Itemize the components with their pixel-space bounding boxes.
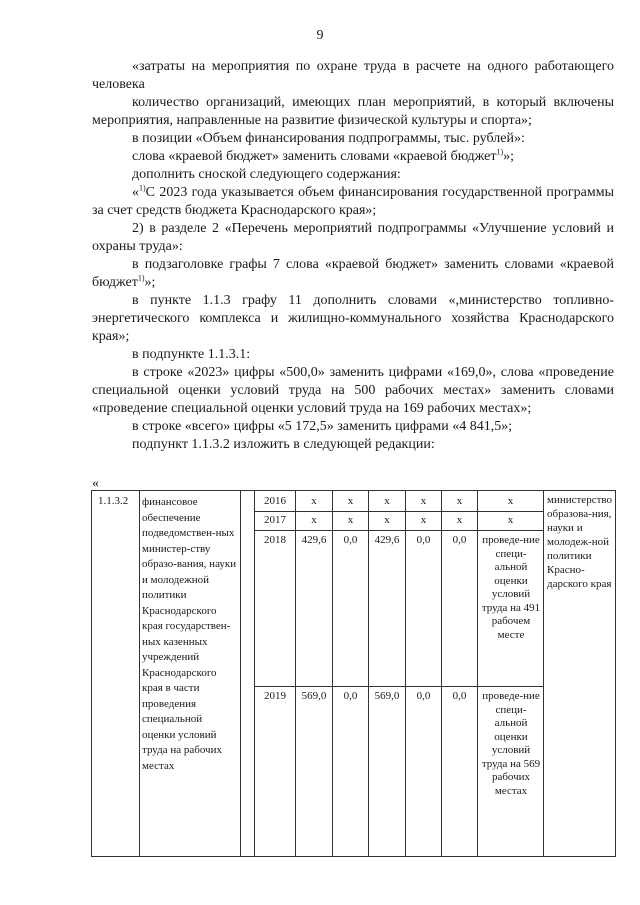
paragraph-text: в подзаголовке графы 7 слова «краевой бюджет» заменить словами «краевой бюджет [92, 257, 614, 290]
paragraph: в подпункте 1.1.3.1: [132, 347, 251, 362]
table-divider [139, 491, 140, 856]
item-executor: министерство образова-ния, науки и молодеж-ной политики Красно-дарского края [547, 494, 613, 590]
result-cell: x [507, 514, 514, 526]
footnote-text [92, 184, 614, 220]
paragraph: «затраты на мероприятия по охране труда в расчете на одного работающего человека [92, 59, 614, 92]
paragraph: в пункте 1.1.3 графу 11 дополнить словами «,министерство топливно-энергетического комплекса и жилищно-коммунального хозяйства Краснодарского края»; [92, 293, 614, 344]
value-cell: 0,0 [416, 534, 431, 546]
value-cell: x [311, 514, 317, 526]
value-cell: x [384, 495, 390, 507]
paragraph: дополнить сноской следующего содержания: [132, 167, 401, 182]
table-divider [254, 530, 543, 531]
value-cell: x [420, 514, 427, 526]
result-cell: проведе-ние специ-альной оценки условий труда на 491 рабочем месте [481, 534, 541, 641]
measures-table [91, 490, 616, 857]
value-cell: x [347, 514, 354, 526]
result-cell: x [507, 495, 514, 507]
value-cell: 0,0 [452, 534, 467, 546]
footnote-mark: 1) [137, 273, 145, 283]
table-divider [240, 491, 241, 856]
paragraph: в позиции «Объем финансирования подпрограммы, тыс. рублей»: [132, 131, 525, 146]
value-cell: x [311, 495, 317, 507]
table-divider [477, 491, 478, 856]
document-body [92, 58, 614, 454]
value-cell: 0,0 [343, 534, 358, 546]
year-cell: 2019 [264, 690, 286, 702]
footnote-mark: 1) [496, 147, 504, 157]
paragraph: в строке «2023» цифры «500,0» заменить цифрами «169,0», слова «проведение специальной оценки условий труда на 500 рабочих местах» заменить словами «проведение специальной оценки условий труда на 169 рабочих местах»; [92, 365, 614, 416]
footnote-mark: 1) [139, 183, 146, 193]
value-cell: x [384, 514, 390, 526]
year-cell: 2018 [264, 534, 286, 546]
item-number: 1.1.3.2 [98, 495, 129, 507]
year-cell: 2016 [264, 495, 286, 507]
footnote-open: « [132, 185, 139, 200]
table-divider [254, 511, 543, 512]
year-cell: 2017 [264, 514, 286, 526]
value-cell: x [420, 495, 427, 507]
value-cell: x [456, 495, 463, 507]
value-cell: x [347, 495, 354, 507]
paragraph [92, 256, 614, 292]
paragraph-tail: »; [144, 275, 156, 290]
value-cell: x [456, 514, 463, 526]
table-divider [254, 686, 543, 687]
value-cell: 0,0 [343, 690, 358, 702]
item-description: финансовое обеспечение подведомствен-ных министер-ству образо-вания, науки и молодежной политики Краснодарского края государствен-ных казенных учреждений Краснодарского края в части проведения специальной оценки условий труда на рабочих местах [142, 496, 237, 772]
paragraph-tail: »; [503, 149, 514, 164]
value-cell: 0,0 [452, 690, 467, 702]
table-divider [543, 491, 544, 856]
value-cell: 569,0 [374, 690, 400, 702]
result-cell: проведе-ние специ-альной оценки условий труда на 569 рабочих местах [481, 690, 541, 797]
value-cell: 429,6 [301, 534, 327, 546]
footnote-body: С 2023 года указывается объем финансирования государственной программы за счет средств бюджета Краснодарского края»; [92, 185, 614, 218]
paragraph: подпункт 1.1.3.2 изложить в следующей редакции: [132, 437, 435, 452]
page-number: 9 [316, 28, 324, 43]
paragraph: в строке «всего» цифры «5 172,5» заменить цифрами «4 841,5»; [132, 419, 513, 434]
value-cell: 429,6 [374, 534, 400, 546]
value-cell: 569,0 [301, 690, 327, 702]
paragraph: количество организаций, имеющих план мероприятий, в который включены мероприятия, направленные на развитие физической культуры и спорта»; [92, 95, 614, 128]
opening-quote: « [92, 476, 99, 491]
paragraph: 2) в разделе 2 «Перечень мероприятий подпрограммы «Улучшение условий и охраны труда»: [92, 221, 614, 254]
value-cell: 0,0 [416, 690, 431, 702]
paragraph-text: слова «краевой бюджет» заменить словами «краевой бюджет [132, 149, 497, 164]
paragraph [92, 148, 614, 166]
